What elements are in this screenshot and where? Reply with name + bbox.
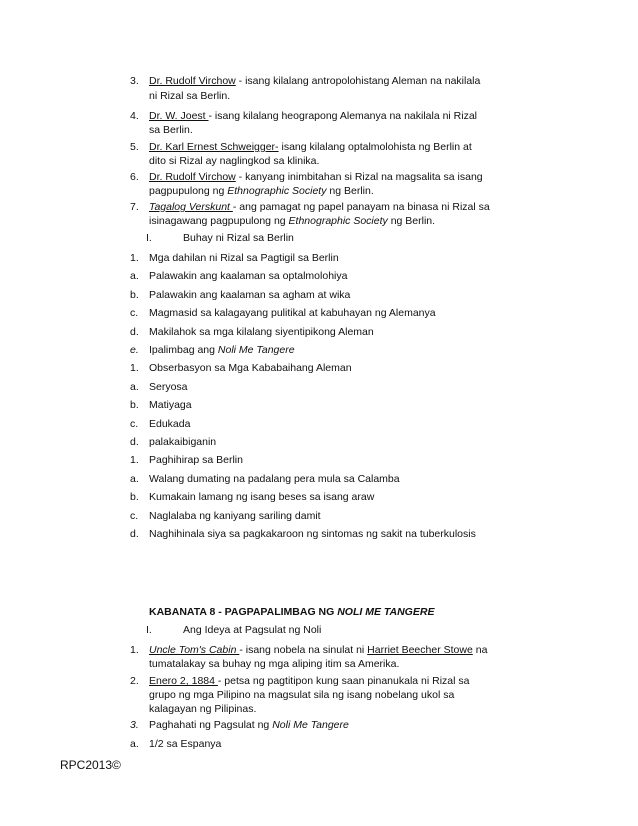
item-text: - kanyang inimbitahan si Rizal na magsalita sa isang: [235, 171, 483, 183]
list-marker: 1.: [130, 454, 139, 466]
list-marker: c.: [130, 307, 139, 319]
list-marker: 5.: [130, 141, 139, 153]
item-text: Edukada: [149, 418, 191, 430]
item-text: Palawakin ang kaalaman sa optalmolohiya: [149, 270, 348, 282]
roman-numeral: I.: [146, 232, 152, 244]
list-marker: 7.: [130, 201, 139, 213]
list-marker: 6.: [130, 171, 139, 183]
person-name: Dr. Rudolf Virchow: [149, 171, 236, 183]
item-continuation: grupo ng mga Pilipino na magsulat sila ng isang nobelang ukol sa: [149, 689, 455, 701]
list-marker: d.: [130, 528, 139, 540]
item-text: Magmasid sa kalagayang pulitikal at kabuhayan ng Alemanya: [149, 307, 436, 319]
list-marker: b.: [130, 399, 139, 411]
list-marker: 1.: [130, 252, 139, 264]
item-text: - ang pamagat ng papel panayam na binasa ni Rizal sa: [232, 201, 490, 213]
item-text: - isang kilalang antropolohistang Aleman na nakilala: [235, 75, 481, 87]
item-text: palakaibiganin: [149, 436, 217, 448]
list-marker: c.: [130, 510, 139, 522]
date-text: Enero 2, 1884: [149, 675, 218, 687]
list-marker: a.: [130, 381, 139, 393]
roman-numeral: I.: [146, 624, 152, 636]
list-marker: a.: [130, 473, 139, 485]
item-text: Palawakin ang kaalaman sa agham at wika: [149, 289, 351, 301]
item-text: 1/2 sa Espanya: [149, 738, 222, 750]
list-marker: 1.: [130, 362, 139, 374]
item-text: Naghihinala siya sa pagkakaroon ng sintomas ng sakit na tuberkulosis: [149, 528, 476, 540]
list-marker: 4.: [130, 110, 139, 122]
item-continuation: kalagayan ng Pilipinas.: [149, 703, 257, 715]
item-text: Walang dumating na padalang pera mula sa Calamba: [149, 473, 400, 485]
list-marker: 1.: [130, 644, 139, 656]
document-page: 3. Dr. Rudolf Virchow - isang kilalang antropolohistang Aleman na nakilala ni Rizal sa Berlin. 4. Dr. W. Joest - isang kilalang heograpong Alemanya na nakilala ni Rizal sa Berlin. 5. Dr. Karl Ernest Schweigger- isang kilalang optalmolohista ng Berlin at dito si Rizal ay naglingkod sa klinika. 6. Dr. Rudolf Virchow - kanyang inimbitahan si Rizal na magsalita sa isang pagpupulong ng Ethnographic Society ng Berlin. 7. Tagalog Verskunt - ang pamagat ng papel panayam na binasa ni Rizal sa isinagawang pagpupulong ng Ethnographic Society ng Berlin. I. Buhay ni Rizal sa Berlin 1. Mga dahilan ni Rizal sa Pagtigil sa Berlin a. Palawakin ang kaalaman sa optalmolohiya b. Palawakin ang kaalaman sa agham at wika c. Magmasid sa kalagayang pulitikal at kabuhayan ng Alemanya d. Makilahok sa mga kilalang siyentipikong Aleman e. Ipalimbag ang Noli Me Tangere 1. Obserbasyon sa Mga Kababaihang Aleman a. Seryosa b. Matiyaga c. Edukada d. palakaibiganin 1. Paghihirap sa Berlin a. Walang dumating na padalang pera mula sa Calamba b. Kumakain lamang ng isang beses sa isang araw c. Naglalaba ng kaniyang sariling damit d. Naghihinala siya sa pagkakaroon ng sintomas ng sakit na tuberkulosis KABANATA 8 - PAGPAPALIMBAG NG NOLI ME TANGERE I. Ang Ideya at Pagsulat ng Noli 1. Uncle Tom's Cabin - isang nobela na sinulat ni Harriet Beecher Stowe na tumatalakay sa buhay ng mga aliping itim sa Amerika. 2. Enero 2, 1884 - petsa ng pagtitipon kung saan pinanukala ni Rizal sa grupo ng mga Pilipino na magsulat sila ng isang nobelang ukol sa kalagayan ng Pilipinas. 3. Paghahati ng Pagsulat ng Noli Me Tangere a. 1/2 sa Espanya RPC2013©: [60, 75, 490, 772]
section-title: Buhay ni Rizal sa Berlin: [183, 232, 294, 244]
item-text: Seryosa: [149, 381, 188, 393]
item-continuation: sa Berlin.: [149, 124, 193, 136]
list-marker: b.: [130, 491, 139, 503]
item-text: Paghihirap sa Berlin: [149, 454, 243, 466]
item-text: Ipalimbag ang Noli Me Tangere: [149, 344, 295, 356]
item-continuation: ni Rizal sa Berlin.: [149, 90, 231, 102]
person-name: Dr. W. Joest: [149, 110, 209, 122]
item-text: Kumakain lamang ng isang beses sa isang araw: [149, 491, 375, 503]
person-name: Dr. Rudolf Virchow: [149, 75, 236, 87]
list-marker: 3.: [130, 75, 139, 87]
paper-title: Tagalog Verskunt: [149, 201, 233, 213]
list-marker: e.: [130, 344, 139, 356]
item-text: Obserbasyon sa Mga Kababaihang Aleman: [149, 362, 352, 374]
item-text: Mga dahilan ni Rizal sa Pagtigil sa Berlin: [149, 252, 339, 264]
item-continuation: pagpupulong ng Ethnographic Society ng Berlin.: [149, 185, 374, 197]
person-name: Dr. Karl Ernest Schweigger-: [149, 141, 279, 153]
author-name: Harriet Beecher Stowe: [367, 644, 473, 656]
list-marker: b.: [130, 289, 139, 301]
list-marker: c.: [130, 418, 139, 430]
item-text: Matiyaga: [149, 399, 192, 411]
list-marker: a.: [130, 738, 139, 750]
list-marker: a.: [130, 270, 139, 282]
chapter-heading: KABANATA 8 - PAGPAPALIMBAG NG NOLI ME TANGERE: [149, 606, 435, 618]
list-marker: d.: [130, 326, 139, 338]
list-marker: d.: [130, 436, 139, 448]
item-continuation: tumatalakay sa buhay ng mga aliping itim sa Amerika.: [149, 658, 400, 670]
item-continuation: dito si Rizal ay naglingkod sa klinika.: [149, 155, 320, 167]
item-continuation: isinagawang pagpupulong ng Ethnographic Society ng Berlin.: [149, 215, 436, 227]
item-text: Naglalaba ng kaniyang sariling damit: [149, 510, 321, 522]
list-marker: 2.: [130, 675, 139, 687]
item-text: - isang kilalang heograpong Alemanya na nakilala ni Rizal: [208, 110, 478, 122]
footer-copyright: RPC2013©: [60, 758, 121, 772]
item-text: Makilahok sa mga kilalang siyentipikong Aleman: [149, 326, 374, 338]
item-text: isang kilalang optalmolohista ng Berlin at: [278, 141, 472, 153]
book-title: Uncle Tom's Cabin: [149, 644, 240, 656]
list-marker: 3.: [130, 719, 139, 731]
section-title: Ang Ideya at Pagsulat ng Noli: [183, 624, 322, 636]
